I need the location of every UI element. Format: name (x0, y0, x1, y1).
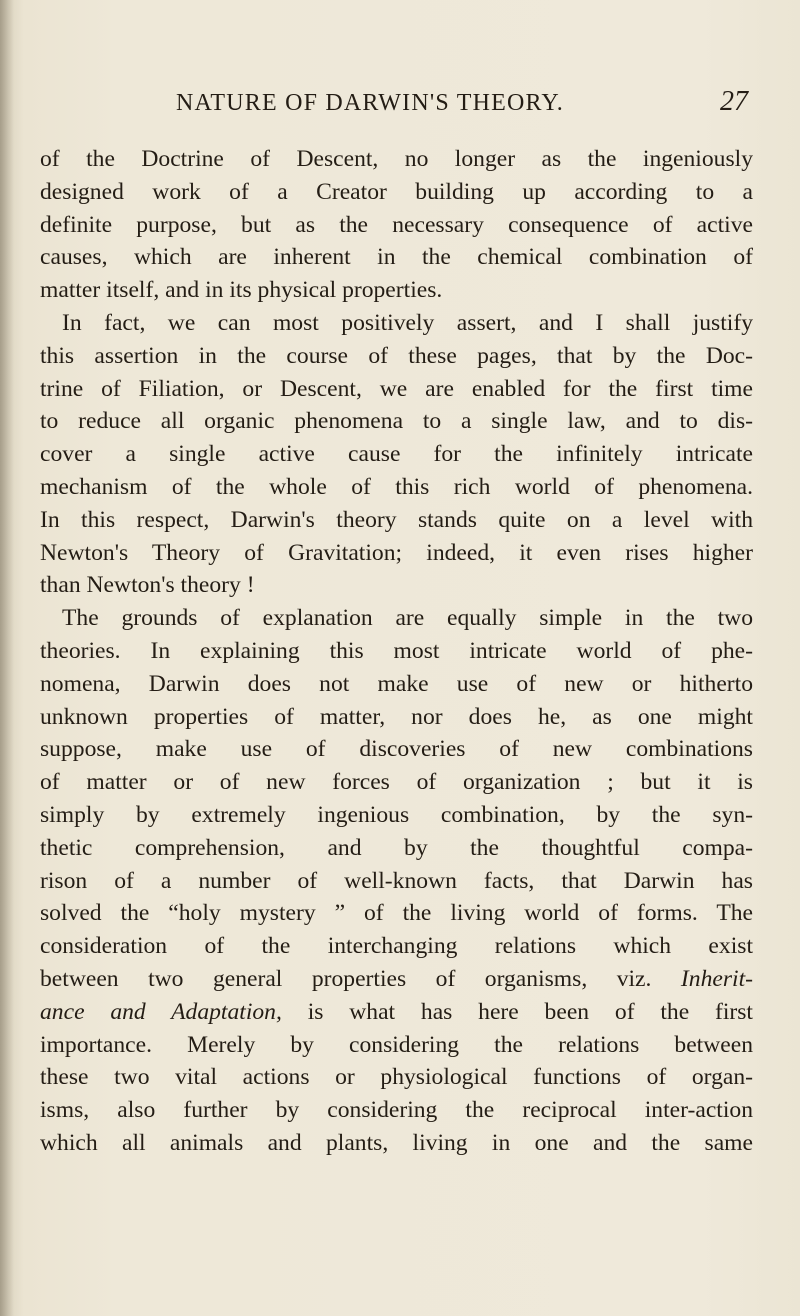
text-line: cover a single active cause for the infinitely intricate (40, 441, 753, 468)
text-line: In this respect, Darwin's theory stands quite on a level with (40, 506, 753, 533)
text-line: trine of Filiation, or Descent, we are enabled for the first time (40, 375, 753, 402)
text-line: theories. In explaining this most intricate world of phe- (40, 637, 753, 664)
page-gutter-shadow (0, 0, 14, 1316)
text-line: to reduce all organic phenomena to a single law, and to dis- (40, 408, 753, 435)
text-line: nomena, Darwin does not make use of new or hitherto (40, 670, 753, 697)
text-line: Newton's Theory of Gravitation; indeed, it even rises higher (40, 539, 753, 566)
text-line: this assertion in the course of these pages, that by the Doc- (40, 342, 753, 369)
text-line: rison of a number of well-known facts, that Darwin has (40, 867, 753, 894)
text-segment: is what has here been of the first (307, 998, 753, 1025)
text-line: isms, also further by considering the reciprocal inter-action (40, 1097, 753, 1124)
text-line: which all animals and plants, living in one and the same (40, 1129, 753, 1156)
text-line: In fact, we can most positively assert, and I shall justify (62, 309, 753, 336)
text-line: definite purpose, but as the necessary consequence of active (40, 211, 753, 238)
text-line: designed work of a Creator building up according to a (40, 178, 753, 205)
text-line: importance. Merely by considering the relations between (40, 1031, 753, 1058)
page-number: 27 (720, 86, 748, 117)
text-line: consideration of the interchanging relations which exist (40, 933, 753, 960)
text-line: simply by extremely ingenious combination, by the syn- (40, 801, 753, 828)
text-line: thetic comprehension, and by the thoughtful compa- (40, 834, 753, 861)
text-line: solved the “holy mystery ” of the living world of forms. The (40, 900, 753, 927)
running-head: NATURE OF DARWIN'S THEORY. (176, 90, 565, 116)
text-line: mechanism of the whole of this rich world of phenomena. (40, 473, 753, 500)
text-line: matter itself, and in its physical properties. (40, 277, 443, 304)
text-line: The grounds of explanation are equally simple in the two (62, 605, 753, 632)
text-segment: between two general properties of organisms, viz. (40, 965, 652, 992)
text-line (40, 996, 753, 1029)
text-line: unknown properties of matter, nor does he, as one might (40, 703, 753, 730)
page-header (40, 84, 760, 124)
italic-term: ance and Adaptation, (40, 998, 282, 1025)
text-line: than Newton's theory ! (40, 572, 255, 599)
text-line (40, 963, 753, 996)
italic-term: Inherit- (680, 965, 753, 992)
text-line: causes, which are inherent in the chemical combination of (40, 244, 753, 271)
text-line: of matter or of new forces of organization ; but it is (40, 769, 753, 796)
text-line: suppose, make use of discoveries of new combinations (40, 736, 753, 763)
body-text (40, 143, 753, 1160)
text-line: of the Doctrine of Descent, no longer as the ingeniously (40, 146, 753, 172)
text-line: these two vital actions or physiological functions of organ- (40, 1064, 753, 1091)
